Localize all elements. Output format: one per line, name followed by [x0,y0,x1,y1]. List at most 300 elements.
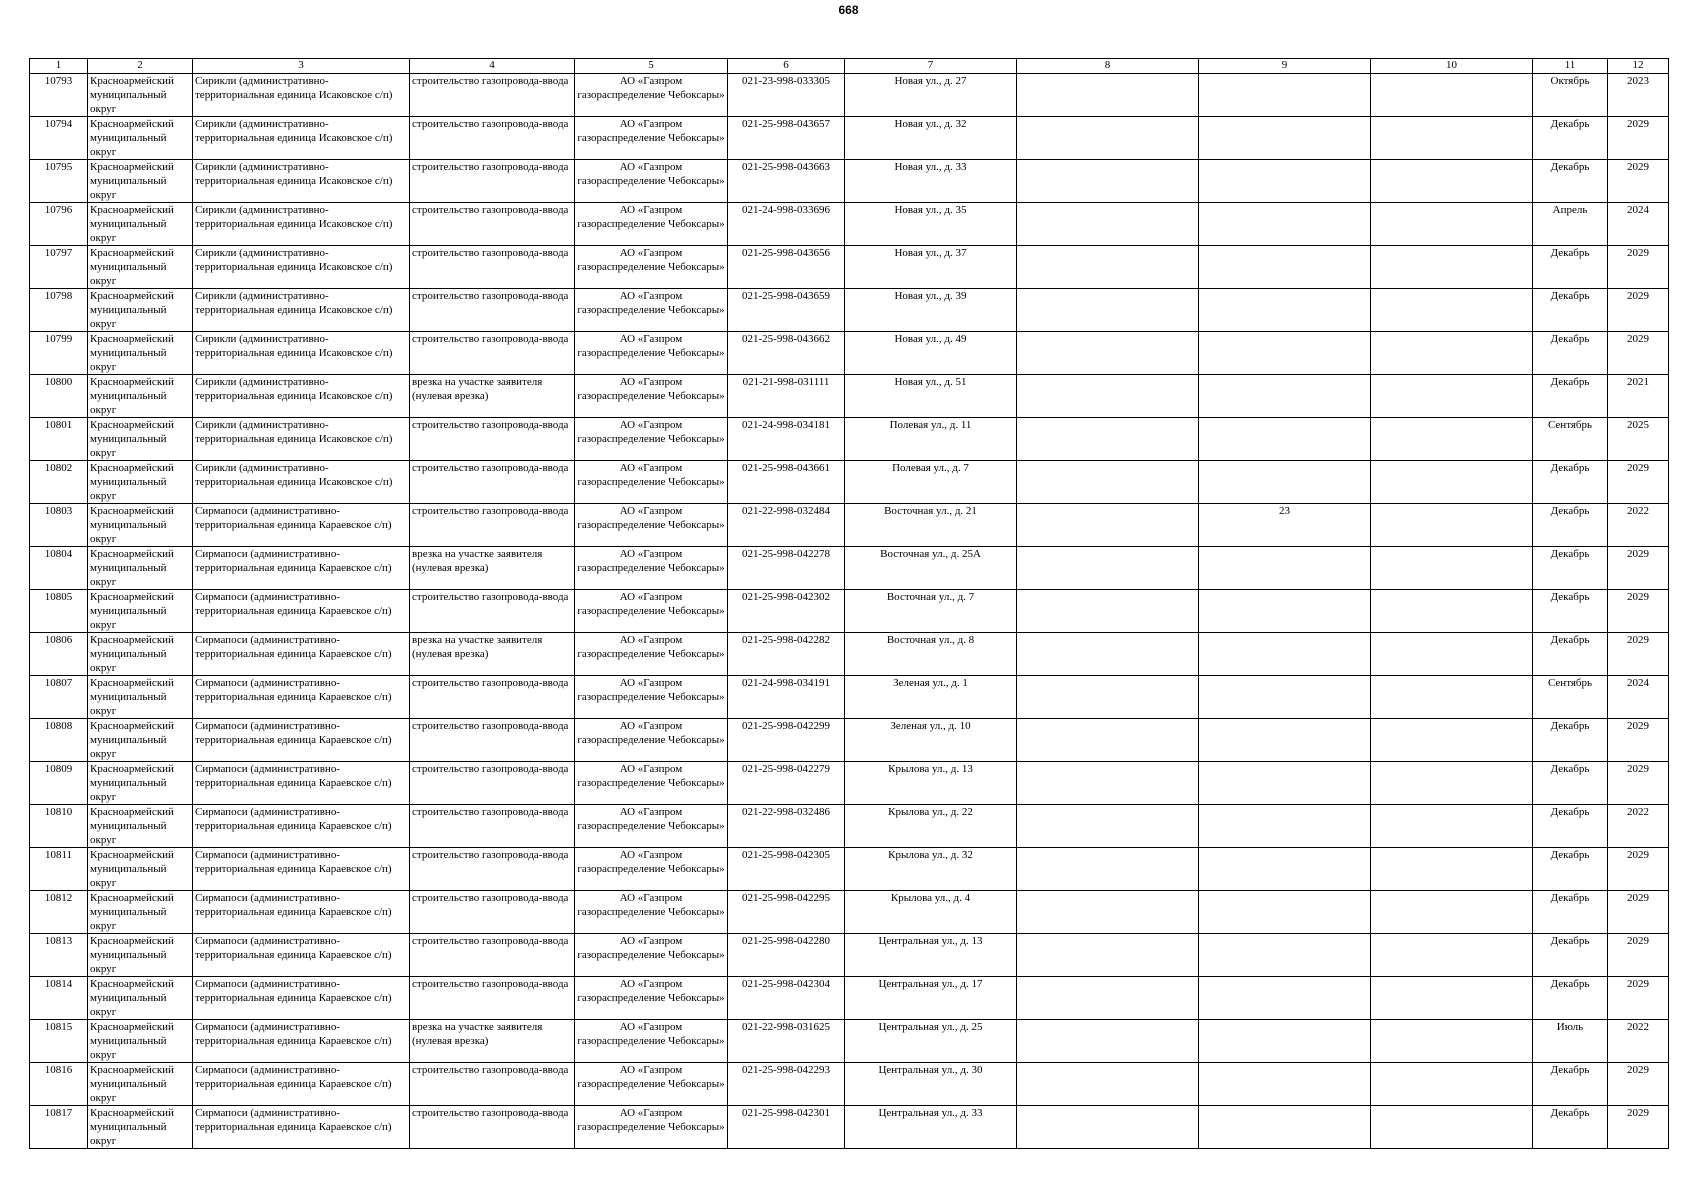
month-cell: Сентябрь [1533,676,1608,719]
column-9-cell [1199,848,1371,891]
column-9-cell [1199,160,1371,203]
column-8-cell [1017,375,1199,418]
column-header: 9 [1199,59,1371,74]
region-cell: Красноармейский муниципальный округ [88,977,193,1020]
column-8-cell [1017,547,1199,590]
column-9-cell [1199,977,1371,1020]
month-cell: Декабрь [1533,117,1608,160]
month-cell: Декабрь [1533,504,1608,547]
row-number-cell: 10812 [30,891,88,934]
row-number-cell: 10813 [30,934,88,977]
table-row [30,461,1669,504]
column-8-cell [1017,418,1199,461]
organization-cell: АО «Газпром газораспределение Чебоксары» [575,289,728,332]
column-8-cell [1017,117,1199,160]
work-type-cell: строительство газопровода-ввода [410,203,575,246]
table-row [30,719,1669,762]
column-10-cell [1371,934,1533,977]
column-header: 2 [88,59,193,74]
region-cell: Красноармейский муниципальный округ [88,160,193,203]
organization-cell: АО «Газпром газораспределение Чебоксары» [575,547,728,590]
table-row [30,418,1669,461]
address-cell: Полевая ул., д. 7 [845,461,1017,504]
address-cell: Зеленая ул., д. 1 [845,676,1017,719]
year-cell: 2029 [1608,891,1669,934]
month-cell: Декабрь [1533,1106,1608,1149]
work-type-cell: строительство газопровода-ввода [410,1063,575,1106]
organization-cell: АО «Газпром газораспределение Чебоксары» [575,160,728,203]
region-cell: Красноармейский муниципальный округ [88,289,193,332]
settlement-cell: Сирмапоси (административно-территориальная единица Караевское с/п) [193,504,410,547]
table-row [30,203,1669,246]
table-row [30,848,1669,891]
organization-cell: АО «Газпром газораспределение Чебоксары» [575,1106,728,1149]
column-9-cell [1199,891,1371,934]
month-cell: Декабрь [1533,590,1608,633]
month-cell: Сентябрь [1533,418,1608,461]
table-row [30,891,1669,934]
column-10-cell [1371,547,1533,590]
month-cell: Декабрь [1533,547,1608,590]
column-header: 4 [410,59,575,74]
address-cell: Новая ул., д. 27 [845,74,1017,117]
organization-cell: АО «Газпром газораспределение Чебоксары» [575,719,728,762]
cadastral-number-cell: 021-25-998-042299 [728,719,845,762]
cadastral-number-cell: 021-25-998-043656 [728,246,845,289]
month-cell: Июль [1533,1020,1608,1063]
table-row [30,547,1669,590]
row-number-cell: 10808 [30,719,88,762]
month-cell: Декабрь [1533,160,1608,203]
table-row [30,934,1669,977]
work-type-cell: врезка на участке заявителя (нулевая врезка) [410,1020,575,1063]
settlement-cell: Сирмапоси (административно-территориальная единица Караевское с/п) [193,547,410,590]
column-8-cell [1017,762,1199,805]
address-cell: Новая ул., д. 39 [845,289,1017,332]
column-8-cell [1017,1063,1199,1106]
work-type-cell: строительство газопровода-ввода [410,418,575,461]
month-cell: Декабрь [1533,934,1608,977]
settlement-cell: Сирмапоси (административно-территориальная единица Караевское с/п) [193,891,410,934]
region-cell: Красноармейский муниципальный округ [88,805,193,848]
work-type-cell: строительство газопровода-ввода [410,676,575,719]
region-cell: Красноармейский муниципальный округ [88,590,193,633]
cadastral-number-cell: 021-22-998-032486 [728,805,845,848]
row-number-cell: 10799 [30,332,88,375]
organization-cell: АО «Газпром газораспределение Чебоксары» [575,74,728,117]
settlement-cell: Сирикли (административно-территориальная единица Исаковское с/п) [193,246,410,289]
row-number-cell: 10796 [30,203,88,246]
region-cell: Красноармейский муниципальный округ [88,246,193,289]
cadastral-number-cell: 021-25-998-042278 [728,547,845,590]
month-cell: Декабрь [1533,891,1608,934]
row-number-cell: 10795 [30,160,88,203]
organization-cell: АО «Газпром газораспределение Чебоксары» [575,203,728,246]
row-number-cell: 10817 [30,1106,88,1149]
address-cell: Новая ул., д. 37 [845,246,1017,289]
settlement-cell: Сирикли (административно-территориальная единица Исаковское с/п) [193,461,410,504]
region-cell: Красноармейский муниципальный округ [88,762,193,805]
region-cell: Красноармейский муниципальный округ [88,504,193,547]
column-8-cell [1017,332,1199,375]
column-10-cell [1371,848,1533,891]
month-cell: Октябрь [1533,74,1608,117]
year-cell: 2022 [1608,504,1669,547]
column-9-cell: 23 [1199,504,1371,547]
column-8-cell [1017,977,1199,1020]
column-10-cell [1371,977,1533,1020]
column-8-cell [1017,805,1199,848]
year-cell: 2023 [1608,74,1669,117]
region-cell: Красноармейский муниципальный округ [88,719,193,762]
settlement-cell: Сирикли (административно-территориальная единица Исаковское с/п) [193,74,410,117]
column-header: 5 [575,59,728,74]
table-header [30,59,1669,74]
column-header: 10 [1371,59,1533,74]
year-cell: 2029 [1608,1063,1669,1106]
organization-cell: АО «Газпром газораспределение Чебоксары» [575,418,728,461]
year-cell: 2022 [1608,1020,1669,1063]
cadastral-number-cell: 021-24-998-033696 [728,203,845,246]
row-number-cell: 10816 [30,1063,88,1106]
column-10-cell [1371,1020,1533,1063]
table-row [30,977,1669,1020]
cadastral-number-cell: 021-22-998-032484 [728,504,845,547]
work-type-cell: строительство газопровода-ввода [410,117,575,160]
organization-cell: АО «Газпром газораспределение Чебоксары» [575,633,728,676]
register-table [29,58,1669,1149]
column-8-cell [1017,590,1199,633]
month-cell: Декабрь [1533,762,1608,805]
column-9-cell [1199,934,1371,977]
organization-cell: АО «Газпром газораспределение Чебоксары» [575,977,728,1020]
region-cell: Красноармейский муниципальный округ [88,891,193,934]
work-type-cell: строительство газопровода-ввода [410,461,575,504]
cadastral-number-cell: 021-25-998-042295 [728,891,845,934]
address-cell: Крылова ул., д. 4 [845,891,1017,934]
column-9-cell [1199,1020,1371,1063]
column-8-cell [1017,203,1199,246]
year-cell: 2029 [1608,160,1669,203]
column-8-cell [1017,934,1199,977]
column-header: 3 [193,59,410,74]
column-9-cell [1199,461,1371,504]
month-cell: Декабрь [1533,332,1608,375]
row-number-cell: 10804 [30,547,88,590]
settlement-cell: Сирмапоси (административно-территориальная единица Караевское с/п) [193,1106,410,1149]
settlement-cell: Сирмапоси (административно-территориальная единица Караевское с/п) [193,805,410,848]
column-9-cell [1199,719,1371,762]
month-cell: Декабрь [1533,1063,1608,1106]
month-cell: Декабрь [1533,461,1608,504]
column-9-cell [1199,117,1371,160]
year-cell: 2029 [1608,848,1669,891]
table-row [30,74,1669,117]
table-row [30,160,1669,203]
column-8-cell [1017,719,1199,762]
year-cell: 2029 [1608,332,1669,375]
row-number-cell: 10801 [30,418,88,461]
settlement-cell: Сирмапоси (административно-территориальная единица Караевское с/п) [193,590,410,633]
table-row [30,504,1669,547]
column-header: 6 [728,59,845,74]
cadastral-number-cell: 021-25-998-042293 [728,1063,845,1106]
column-8-cell [1017,246,1199,289]
organization-cell: АО «Газпром газораспределение Чебоксары» [575,762,728,805]
year-cell: 2029 [1608,590,1669,633]
month-cell: Декабрь [1533,375,1608,418]
region-cell: Красноармейский муниципальный округ [88,1020,193,1063]
column-9-cell [1199,547,1371,590]
work-type-cell: строительство газопровода-ввода [410,504,575,547]
table-body [30,74,1669,1149]
work-type-cell: строительство газопровода-ввода [410,848,575,891]
region-cell: Красноармейский муниципальный округ [88,418,193,461]
organization-cell: АО «Газпром газораспределение Чебоксары» [575,332,728,375]
year-cell: 2024 [1608,203,1669,246]
table-row [30,117,1669,160]
header-row [30,59,1669,74]
year-cell: 2029 [1608,117,1669,160]
row-number-cell: 10807 [30,676,88,719]
work-type-cell: строительство газопровода-ввода [410,891,575,934]
column-8-cell [1017,1106,1199,1149]
region-cell: Красноармейский муниципальный округ [88,74,193,117]
cadastral-number-cell: 021-25-998-043662 [728,332,845,375]
column-8-cell [1017,160,1199,203]
settlement-cell: Сирикли (административно-территориальная единица Исаковское с/п) [193,203,410,246]
row-number-cell: 10815 [30,1020,88,1063]
organization-cell: АО «Газпром газораспределение Чебоксары» [575,1020,728,1063]
column-8-cell [1017,891,1199,934]
table-row [30,762,1669,805]
year-cell: 2029 [1608,547,1669,590]
address-cell: Восточная ул., д. 8 [845,633,1017,676]
settlement-cell: Сирмапоси (административно-территориальная единица Караевское с/п) [193,1063,410,1106]
table-row [30,590,1669,633]
cadastral-number-cell: 021-25-998-043659 [728,289,845,332]
column-header: 7 [845,59,1017,74]
settlement-cell: Сирмапоси (административно-территориальная единица Караевское с/п) [193,1020,410,1063]
work-type-cell: строительство газопровода-ввода [410,332,575,375]
column-10-cell [1371,805,1533,848]
column-10-cell [1371,891,1533,934]
work-type-cell: строительство газопровода-ввода [410,74,575,117]
address-cell: Новая ул., д. 33 [845,160,1017,203]
row-number-cell: 10805 [30,590,88,633]
month-cell: Апрель [1533,203,1608,246]
region-cell: Красноармейский муниципальный округ [88,461,193,504]
column-10-cell [1371,160,1533,203]
column-10-cell [1371,719,1533,762]
column-10-cell [1371,1063,1533,1106]
column-9-cell [1199,246,1371,289]
column-9-cell [1199,805,1371,848]
column-9-cell [1199,1063,1371,1106]
settlement-cell: Сирмапоси (административно-территориальная единица Караевское с/п) [193,633,410,676]
address-cell: Центральная ул., д. 33 [845,1106,1017,1149]
column-9-cell [1199,74,1371,117]
organization-cell: АО «Газпром газораспределение Чебоксары» [575,891,728,934]
table-row [30,805,1669,848]
organization-cell: АО «Газпром газораспределение Чебоксары» [575,805,728,848]
address-cell: Крылова ул., д. 13 [845,762,1017,805]
work-type-cell: строительство газопровода-ввода [410,805,575,848]
column-10-cell [1371,676,1533,719]
table-row [30,332,1669,375]
column-9-cell [1199,203,1371,246]
column-9-cell [1199,590,1371,633]
address-cell: Центральная ул., д. 17 [845,977,1017,1020]
work-type-cell: строительство газопровода-ввода [410,1106,575,1149]
settlement-cell: Сирикли (административно-территориальная единица Исаковское с/п) [193,289,410,332]
settlement-cell: Сирмапоси (административно-территориальная единица Караевское с/п) [193,719,410,762]
cadastral-number-cell: 021-25-998-042301 [728,1106,845,1149]
year-cell: 2029 [1608,461,1669,504]
column-9-cell [1199,1106,1371,1149]
column-9-cell [1199,762,1371,805]
organization-cell: АО «Газпром газораспределение Чебоксары» [575,590,728,633]
address-cell: Восточная ул., д. 7 [845,590,1017,633]
column-10-cell [1371,461,1533,504]
work-type-cell: врезка на участке заявителя (нулевая врезка) [410,375,575,418]
month-cell: Декабрь [1533,633,1608,676]
row-number-cell: 10803 [30,504,88,547]
column-8-cell [1017,633,1199,676]
organization-cell: АО «Газпром газораспределение Чебоксары» [575,1063,728,1106]
column-8-cell [1017,289,1199,332]
cadastral-number-cell: 021-24-998-034181 [728,418,845,461]
settlement-cell: Сирмапоси (административно-территориальная единица Караевское с/п) [193,934,410,977]
column-10-cell [1371,590,1533,633]
region-cell: Красноармейский муниципальный округ [88,203,193,246]
organization-cell: АО «Газпром газораспределение Чебоксары» [575,934,728,977]
column-9-cell [1199,676,1371,719]
row-number-cell: 10794 [30,117,88,160]
year-cell: 2025 [1608,418,1669,461]
year-cell: 2029 [1608,289,1669,332]
settlement-cell: Сирмапоси (административно-территориальная единица Караевское с/п) [193,762,410,805]
cadastral-number-cell: 021-25-998-043661 [728,461,845,504]
organization-cell: АО «Газпром газораспределение Чебоксары» [575,461,728,504]
cadastral-number-cell: 021-25-998-042302 [728,590,845,633]
address-cell: Центральная ул., д. 25 [845,1020,1017,1063]
work-type-cell: строительство газопровода-ввода [410,246,575,289]
work-type-cell: строительство газопровода-ввода [410,719,575,762]
table-row [30,246,1669,289]
organization-cell: АО «Газпром газораспределение Чебоксары» [575,117,728,160]
column-8-cell [1017,676,1199,719]
column-header: 8 [1017,59,1199,74]
column-9-cell [1199,633,1371,676]
region-cell: Красноармейский муниципальный округ [88,1106,193,1149]
column-10-cell [1371,375,1533,418]
row-number-cell: 10810 [30,805,88,848]
region-cell: Красноармейский муниципальный округ [88,332,193,375]
settlement-cell: Сирикли (административно-территориальная единица Исаковское с/п) [193,418,410,461]
column-10-cell [1371,117,1533,160]
cadastral-number-cell: 021-24-998-034191 [728,676,845,719]
column-8-cell [1017,504,1199,547]
month-cell: Декабрь [1533,719,1608,762]
settlement-cell: Сирмапоси (административно-территориальная единица Караевское с/п) [193,676,410,719]
year-cell: 2029 [1608,762,1669,805]
settlement-cell: Сирмапоси (административно-территориальная единица Караевское с/п) [193,977,410,1020]
column-header: 11 [1533,59,1608,74]
column-9-cell [1199,418,1371,461]
work-type-cell: строительство газопровода-ввода [410,934,575,977]
cadastral-number-cell: 021-25-998-042282 [728,633,845,676]
row-number-cell: 10798 [30,289,88,332]
address-cell: Зеленая ул., д. 10 [845,719,1017,762]
organization-cell: АО «Газпром газораспределение Чебоксары» [575,375,728,418]
cadastral-number-cell: 021-25-998-043657 [728,117,845,160]
cadastral-number-cell: 021-25-998-042305 [728,848,845,891]
row-number-cell: 10797 [30,246,88,289]
address-cell: Новая ул., д. 35 [845,203,1017,246]
work-type-cell: врезка на участке заявителя (нулевая врезка) [410,547,575,590]
table-row [30,1106,1669,1149]
region-cell: Красноармейский муниципальный округ [88,117,193,160]
month-cell: Декабрь [1533,246,1608,289]
year-cell: 2029 [1608,934,1669,977]
row-number-cell: 10800 [30,375,88,418]
column-10-cell [1371,289,1533,332]
settlement-cell: Сирмапоси (административно-территориальная единица Караевское с/п) [193,848,410,891]
address-cell: Крылова ул., д. 22 [845,805,1017,848]
cadastral-number-cell: 021-25-998-042304 [728,977,845,1020]
region-cell: Красноармейский муниципальный округ [88,547,193,590]
work-type-cell: строительство газопровода-ввода [410,762,575,805]
organization-cell: АО «Газпром газораспределение Чебоксары» [575,848,728,891]
table-row [30,1020,1669,1063]
work-type-cell: строительство газопровода-ввода [410,590,575,633]
year-cell: 2029 [1608,1106,1669,1149]
column-10-cell [1371,418,1533,461]
column-8-cell [1017,74,1199,117]
column-10-cell [1371,203,1533,246]
row-number-cell: 10802 [30,461,88,504]
cadastral-number-cell: 021-22-998-031625 [728,1020,845,1063]
region-cell: Красноармейский муниципальный округ [88,633,193,676]
column-header: 1 [30,59,88,74]
table-row [30,289,1669,332]
address-cell: Новая ул., д. 32 [845,117,1017,160]
address-cell: Центральная ул., д. 30 [845,1063,1017,1106]
column-10-cell [1371,246,1533,289]
row-number-cell: 10814 [30,977,88,1020]
table-row [30,633,1669,676]
row-number-cell: 10806 [30,633,88,676]
organization-cell: АО «Газпром газораспределение Чебоксары» [575,676,728,719]
cadastral-number-cell: 021-25-998-043663 [728,160,845,203]
column-10-cell [1371,504,1533,547]
settlement-cell: Сирикли (административно-территориальная единица Исаковское с/п) [193,160,410,203]
cadastral-number-cell: 021-25-998-042280 [728,934,845,977]
column-9-cell [1199,332,1371,375]
year-cell: 2029 [1608,246,1669,289]
region-cell: Красноармейский муниципальный округ [88,375,193,418]
column-10-cell [1371,332,1533,375]
column-8-cell [1017,848,1199,891]
organization-cell: АО «Газпром газораспределение Чебоксары» [575,504,728,547]
year-cell: 2022 [1608,805,1669,848]
region-cell: Красноармейский муниципальный округ [88,676,193,719]
table-row [30,375,1669,418]
cadastral-number-cell: 021-21-998-031111 [728,375,845,418]
cadastral-number-cell: 021-23-998-033305 [728,74,845,117]
month-cell: Декабрь [1533,848,1608,891]
